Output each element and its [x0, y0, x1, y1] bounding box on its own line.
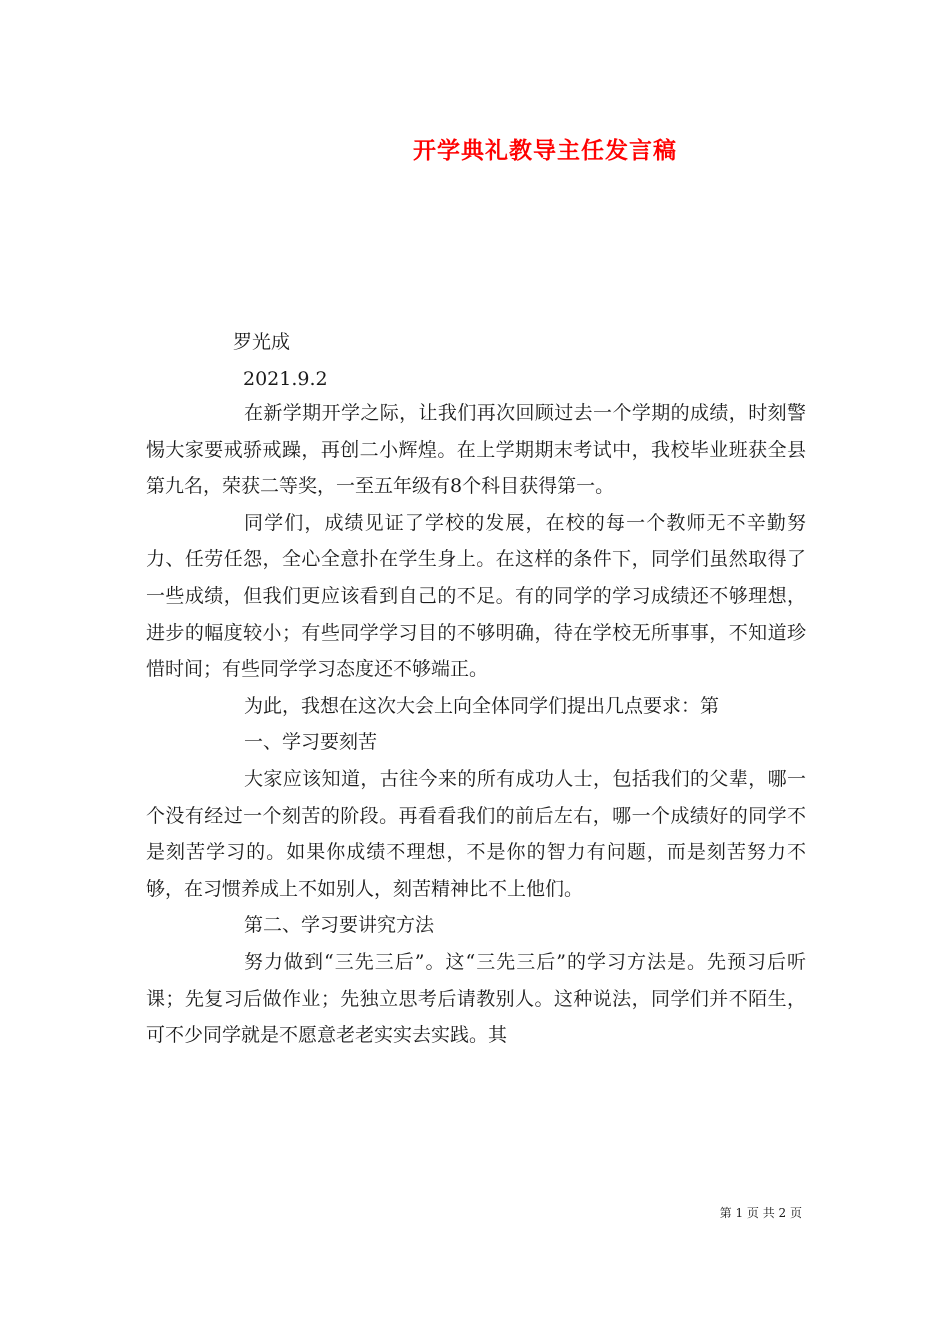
speech-date: 2021.9.2 [243, 368, 328, 390]
paragraph-shortcomings: 同学们，成绩见证了学校的发展，在校的每一个教师无不辛勤努力、任劳任怨，全心全意扑在学生身上。在这样的条件下，同学们虽然取得了一些成绩，但我们更应该看到自己的不足。有的同学的学习成绩还不够理想，进步的幅度较小；有些同学学习目的不够明确，待在学校无所事事，不知道珍惜时间；有些同学学习态度还不够端正。 [146, 511, 806, 681]
paragraph-review: 在新学期开学之际，让我们再次回顾过去一个学期的成绩，时刻警惕大家要戒骄戒躁，再创二小辉煌。在上学期期末考试中，我校毕业班获全县第九名，荣获二等奖，一至五年级有8个科目获得第一。 [146, 402, 806, 498]
section-heading-diligence: 一、学习要刻苦 [244, 731, 378, 754]
page-title: 开学典礼教导主任发言稿 [413, 137, 677, 164]
section-heading-method: 第二、学习要讲究方法 [244, 914, 435, 937]
document-body [146, 395, 806, 1054]
paragraph-method: 努力做到“三先三后”。这“三先三后”的学习方法是。先预习后听课；先复习后做作业；先独立思考后请教别人。这种说法，同学们并不陌生，可不少同学就是不愿意老老实实去实践。其 [146, 950, 806, 1047]
author-name: 罗光成 [233, 331, 291, 353]
paragraph-requirements-intro: 为此，我想在这次大会上向全体同学们提出几点要求：第 [244, 694, 720, 717]
page-number: 第 1 页 共 2 页 [719, 1206, 802, 1220]
paragraph-diligence: 大家应该知道，古往今来的所有成功人士，包括我们的父辈，哪一个没有经过一个刻苦的阶段。再看看我们的前后左右，哪一个成绩好的同学不是刻苦学习的。如果你成绩不理想，不是你的智力有问题，而是刻苦努力不够，在习惯养成上不如别人，刻苦精神比不上他们。 [146, 767, 806, 900]
